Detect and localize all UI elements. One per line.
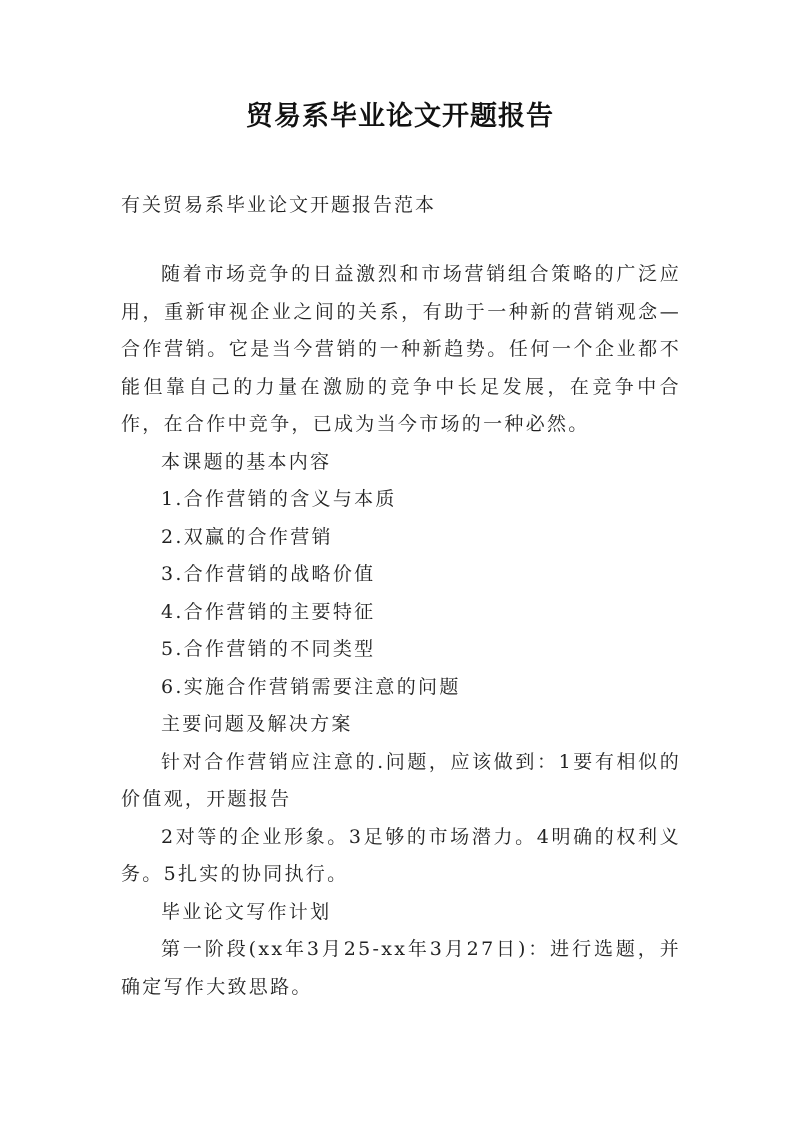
problems-paragraph-1: 针对合作营销应注意的.问题，应该做到：1要有相似的价值观，开题报告 — [121, 750, 681, 810]
section-basic-title: 本课题的基本内容 — [161, 450, 332, 473]
basic-item-6: 6.实施合作营销需要注意的问题 — [161, 675, 461, 698]
basic-item-4: 4.合作营销的主要特征 — [161, 600, 376, 623]
section-plan-title: 毕业论文写作计划 — [161, 900, 332, 923]
intro-paragraph: 随着市场竞争的日益激烈和市场营销组合策略的广泛应用，重新审视企业之间的关系，有助于一种新的营销观念—合作营销。它是当今营销的一种新趋势。任何一个企业都不能但靠自己的力量在激励的竞争中长足发展，在竞争中合作，在合作中竞争，已成为当今市场的一种必然。 — [121, 263, 681, 435]
basic-item-5: 5.合作营销的不同类型 — [161, 638, 376, 660]
document-body — [121, 256, 681, 1006]
problems-paragraph-2: 2对等的企业形象。3足够的市场潜力。4明确的权利义务。5扎实的协同执行。 — [121, 825, 681, 885]
document-title: 贸易系毕业论文开题报告 — [246, 101, 554, 132]
plan-paragraph-1: 第一阶段(xx年3月25-xx年3月27日)：进行选题，并确定写作大致思路。 — [121, 938, 681, 998]
basic-item-1: 1.合作营销的含义与本质 — [161, 488, 397, 510]
document-subtitle: 有关贸易系毕业论文开题报告范本 — [121, 194, 437, 216]
basic-item-2: 2.双赢的合作营销 — [161, 525, 333, 548]
section-problems-title: 主要问题及解决方案 — [161, 713, 353, 735]
basic-item-3: 3.合作营销的战略价值 — [161, 563, 376, 585]
